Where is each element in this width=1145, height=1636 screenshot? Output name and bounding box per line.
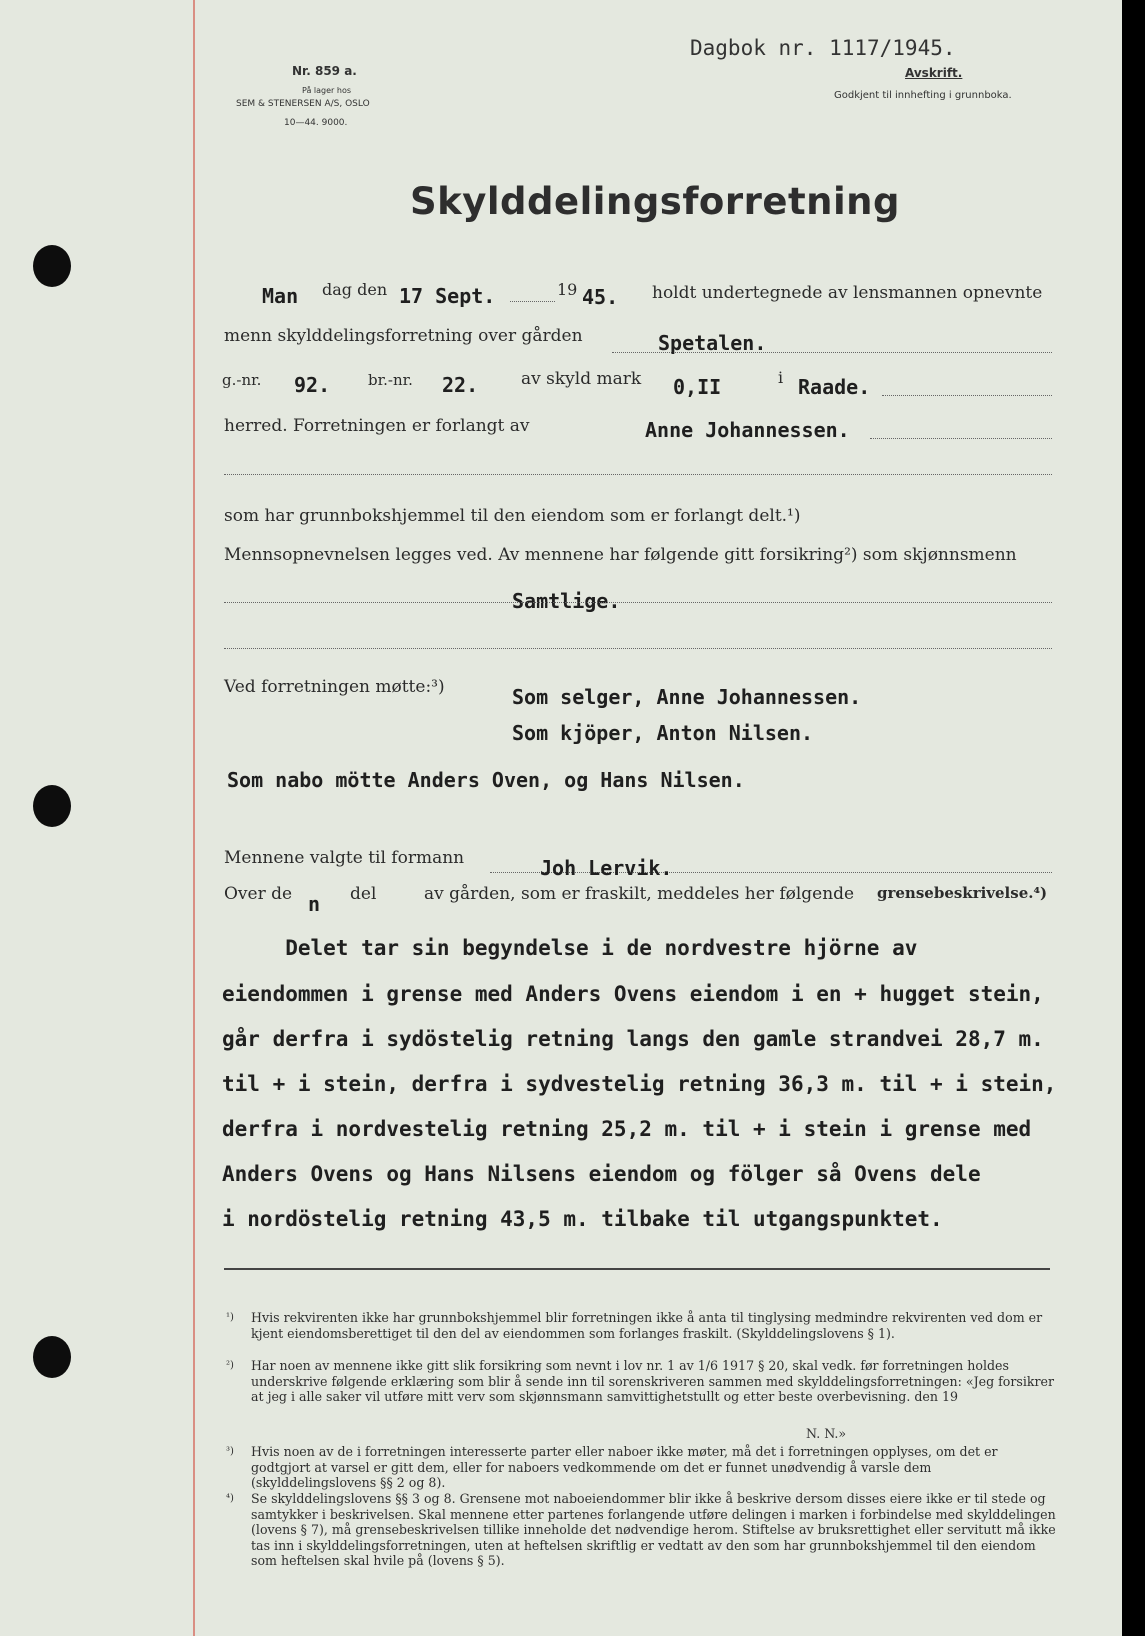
red-margin-line [193, 0, 195, 1636]
footnote-mark: ³) [226, 1446, 234, 1457]
print-code: 10—44. 9000. [284, 118, 348, 128]
date-typed: 17 Sept. [399, 284, 496, 308]
punch-hole-icon [33, 785, 71, 827]
dotted-line [224, 602, 1052, 603]
skyld-typed: 0,II [673, 375, 722, 399]
footnote-4 [226, 1491, 1056, 1569]
footnote-text: Hvis noen av de i forretningen interesserte parter eller naboer ikke møter, må det i forretningen opplyses, om det er godtgjort at varsel er gitt dem, eller for naboers vedkommende om det er funnet unødvendig å varsle dem (skylddelingslovens §§ 2 og 8). [251, 1444, 998, 1490]
text-over-de: Over de [224, 884, 293, 904]
punch-hole-icon [33, 1336, 71, 1378]
label-i: i [778, 368, 784, 387]
municipality-typed: Raade. [798, 375, 871, 399]
footnote-mark: ¹) [226, 1312, 234, 1323]
footnote-text: Se skylddelingslovens §§ 3 og 8. Grensene mot naboeiendommer blir ikke å beskrive dersom disses eiere ikke er til stede og samtykker i beskrivelsen. Skal mennene etter partenes forlangende utføre delingen i marken i forbindelse med skylddelingen (lovens § 7), må grensebeskrivelsen tillike inneholde det nødvendige herom. Stiftelse av bruksrettighet eller servitutt må ikke tas inn i skylddelingsforretningen, uten at heftelsen skriftlig er vedtatt av den som har grunnbokshjemmel til den eiendom som heftelsen skal hvile på (lovens § 5). [251, 1491, 1056, 1568]
description-line: Anders Ovens og Hans Nilsens eiendom og fölger så Ovens dele [222, 1162, 981, 1186]
description-line: Delet tar sin begyndelse i de nordvestre hjörne av [222, 936, 918, 960]
description-line: derfra i nordvestelig retning 25,2 m. til + i stein i grense med [222, 1117, 1032, 1141]
footnote-mark: ⁴) [226, 1493, 234, 1504]
attendee-neighbours: Som nabo mötte Anders Oven, og Hans Nilsen. [227, 768, 745, 792]
text-grensebeskrivelse: grensebeskrivelse.⁴) [877, 884, 1048, 902]
dagbok-number: Dagbok nr. 1117/1945. [690, 36, 956, 60]
attendee-seller: Som selger, Anne Johannessen. [512, 685, 862, 709]
description-line: til + i stein, derfra i sydvestelig retning 36,3 m. til + i stein, [222, 1072, 1057, 1096]
dotted-line [510, 301, 555, 302]
footnote-text: Har noen av mennene ikke gitt slik forsikring som nevnt i lov nr. 1 av 1/6 1917 § 20, skal vedk. før forretningen holdes underskrive følgende erklæring som blir å sende inn til sorenskriveren sammen med skylddelingsforretningen: «Jeg forsikrer at jeg i alle saker vil utføre mitt verv som skjønnsmann samvittighetstullt og etter beste overbevisning. den 19 [251, 1358, 1055, 1404]
text-del: del [350, 884, 377, 904]
attendee-buyer: Som kjöper, Anton Nilsen. [512, 721, 814, 745]
footnote-mark: ²) [226, 1360, 234, 1371]
text-holdt: holdt undertegnede av lensmannen opnevnte [652, 283, 1043, 303]
year-typed: 45. [582, 285, 619, 309]
footnote-divider [224, 1268, 1050, 1270]
footnote-signature: N. N.» [806, 1426, 847, 1441]
publisher-line-2: SEM & STENERSEN A/S, OSLO [236, 99, 370, 109]
text-herred: herred. Forretningen er forlangt av [224, 416, 530, 436]
description-line: eiendommen i grense med Anders Ovens eiendom i en + hugget stein, [222, 982, 1044, 1006]
footnote-2 [226, 1358, 1056, 1405]
footnote-3 [226, 1444, 1056, 1491]
document-title: Skylddelingsforretning [410, 180, 900, 223]
text-av-garden: av gården, som er fraskilt, meddeles her følgende [424, 884, 855, 904]
publisher-line-1: På lager hos [302, 86, 351, 95]
formann-typed: Joh Lervik. [540, 856, 673, 880]
description-line: går derfra i sydöstelig retning langs den gamle strandvei 28,7 m. [222, 1027, 1044, 1051]
label-formann: Mennene valgte til formann [224, 848, 465, 868]
label-brnr: br.-nr. [368, 371, 413, 389]
label-motte: Ved forretningen møtte:³) [224, 677, 445, 697]
skjonnsmenn-typed: Samtlige. [512, 589, 621, 613]
farm-typed: Spetalen. [658, 331, 767, 355]
brnr-typed: 22. [442, 373, 479, 397]
avskrift-label: Avskrift. [905, 66, 963, 80]
label-gnr: g.-nr. [222, 371, 262, 389]
over-de-typed: n [308, 892, 321, 916]
text-mennsopnevnelsen: Mennsopnevnelsen legges ved. Av mennene har følgende gitt forsikring²) som skjønnsmenn [224, 545, 1017, 565]
dotted-line [870, 438, 1052, 439]
weekday-typed: Man [262, 284, 299, 308]
text-grunnbok: som har grunnbokshjemmel til den eiendom som er forlangt delt.¹) [224, 506, 801, 526]
text-av-skyld-mark: av skyld mark [521, 369, 642, 389]
footnote-1 [226, 1310, 1056, 1341]
gnr-typed: 92. [294, 373, 331, 397]
punch-hole-icon [33, 245, 71, 287]
dotted-line [224, 648, 1052, 649]
godkjent-note: Godkjent til innhefting i grunnboka. [834, 90, 1012, 101]
year-prefix: 19 [557, 280, 578, 299]
description-line: i nordöstelig retning 43,5 m. tilbake til utgangspunktet. [222, 1207, 943, 1231]
dotted-line [882, 395, 1052, 396]
label-dag-den: dag den [322, 280, 388, 299]
footnote-text: Hvis rekvirenten ikke har grunnbokshjemmel blir forretningen ikke å anta til tinglysing medmindre rekvirenten ved dom er kjent eiendomsberettiget til den del av eiendommen som forlanges fraskilt. (Skylddelingslovens § 1). [251, 1310, 1043, 1341]
form-number: Nr. 859 a. [292, 64, 357, 78]
dotted-line [224, 474, 1052, 475]
text-menn: menn skylddelingsforretning over gården [224, 326, 583, 346]
requester-typed: Anne Johannessen. [645, 418, 850, 442]
